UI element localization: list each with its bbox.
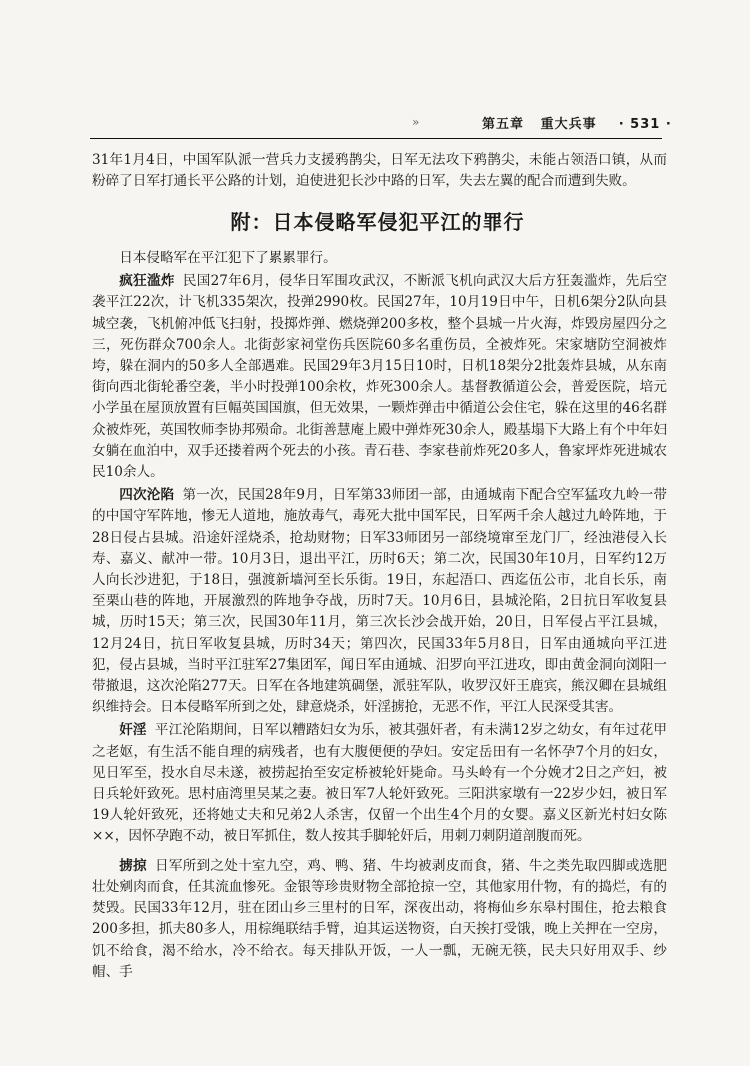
paragraph-occupation	[92, 485, 667, 718]
paragraph-keyword: 掳掠	[119, 857, 147, 874]
opening-paragraph: 日本侵略军在平江犯下了累累罪行。	[119, 250, 337, 266]
paragraph-keyword: 四次沦陷	[119, 487, 175, 504]
section-label: 重大兵事	[540, 117, 597, 132]
paragraph-text: 平江沦陷期间，日军以糟踏妇女为乐，被其强奸者，有未满12岁之幼女，有年过花甲之老妪，有生活不能自理的病残者，也有大腹便便的孕妇。安定岳田有一名怀孕7个月的妇女，见日军至，投水自尽未遂，被捞起抬至安定桥被轮奸毙命。马头岭有一个分娩才2日之产妇，被日兵轮奸致死。思村庙湾里吴某之妻。被日军7人轮奸致死。三阳洪家墩有一22岁少妇，被日军19人轮奸致死，还将她丈夫和兄弟2人杀害，仅留一个出生4个月的女婴。嘉义区新光村妇女陈××，因怀孕跑不动，被日军抓住，数人按其手脚轮奸后，用刺刀刺阴道剖腹而死。	[92, 722, 668, 845]
section-title: 附：日本侵略军侵犯平江的罪行	[230, 210, 525, 234]
header-rule	[90, 138, 662, 139]
header-mark: »	[412, 115, 420, 129]
paragraph-text: 民国27年6月，侵华日军围攻武汉，不断派飞机向武汉大后方狂轰滥炸，先后空袭平江22次，计飞机335架次，投弹2990枚。民国27年，10月19日中午，日机6架分2队向县城空袭，飞机俯冲低飞扫射，投掷炸弹、燃烧弹200多枚，整个县城一片火海，炸毁房屋四分之三，死伤群众700余人。北街彭家祠堂伤兵医院60多名重伤员，全被炸死。宋家塘防空洞被炸垮，躲在洞内的50多人全部遇难。民国29年3月15日10时，日机18架分2批轰炸县城，从东南街向西北街轮番空袭，半小时投弹100余枚，炸死300余人。基督教循道公会，普爱医院，培元小学虽在屋顶放置有巨幅英国国旗，但无效果，一颗炸弹击中循道公会住宅，躲在这里的46名群众被炸死，英国牧师李协邦殒命。北街善慧庵上殿中弹炸死30余人，殿基塌下大路上有个中年妇女躺在血泊中，双手还搂着两个死去的小孩。青石巷、李家巷前炸死20多人，鲁家坪炸死进城农民10余人。	[92, 273, 668, 481]
paragraph-plunder	[92, 856, 667, 983]
paragraph-atrocities	[92, 720, 667, 847]
body-text	[92, 248, 667, 985]
page-number: · 531 ·	[618, 117, 672, 132]
intro-paragraph: 31年1月4日，中国军队派一营兵力支援鸦鹊尖，日军无法攻下鸦鹊尖，未能占领浯口镇，从而粉碎了日军打通长平公路的计划，迫使进犯长沙中路的日军，失去左翼的配合而遭到失败。	[92, 152, 667, 189]
paragraph-bombing	[92, 271, 667, 483]
header-text	[482, 113, 672, 132]
chapter-label: 第五章	[482, 117, 525, 132]
running-header	[0, 113, 750, 135]
paragraph-text: 日军所到之处十室九空，鸡、鸭、猪、牛均被剥皮而食，猪、牛之类先取四脚或选肥壮处剜肉而食，任其流血惨死。金银等珍贵财物全部抢掠一空，其他家用什物，有的捣烂，有的焚毁。民国33年12月，驻在团山乡三里村的日军，深夜出动，将梅仙乡东皋村围住，抢去粮食200多担，抓夫80多人，用棕绳联结手臂，迫其运送物资，白天挨打受饿，晚上关押在一空房，饥不给食，渴不给水，冷不给衣。每天排队开饭，一人一瓢，无碗无筷，民夫只好用双手、纱帽、手	[92, 857, 667, 980]
paragraph-keyword: 疯狂滥炸	[119, 273, 175, 290]
paragraph-text: 第一次，民国28年9月，日军第33师团一部，由通城南下配合空军猛攻九岭一带的中国守军阵地，惨无人道地，施放毒气，毒死大批中国军民，日军两千余人越过九岭阵地，于28日侵占县城。沿途奸淫烧杀，抢劫财物；日军33师团另一部绕境窜至龙门厂，经浊港侵入长寿、嘉义、献冲一带。10月3日，退出平江，历时6天；第二次，民国30年10月，日军约12万人向长沙进犯，于18日，强渡新墙河至长乐街。19日，东起浯口、西迄伍公市，北自长乐，南至栗山巷的阵地，开展激烈的阵地争夺战，历时7天。10月6日，县城沦陷，2日抗日军收复县城，历时15天；第三次，民国30年11月，第三次长沙会战开始，20日，日军侵占平江县城，12月24日，抗日军收复县城，历时34天；第四次，民国33年5月8日，日军由通城向平江进犯，侵占县城，当时平江驻军27集团军，闻日军由通城、汨罗向平江进攻，即由黄金洞向浏阳一带撤退，这次沦陷277天。日军在各地建筑碉堡，派驻军队，收罗汉奸王鹿宾，熊汉卿在县城组织维持会。日本侵略军所到之处，肆意烧杀，奸淫掳抢，无恶不作，平江人民深受其害。	[92, 487, 668, 716]
paragraph-keyword: 奸淫	[119, 722, 147, 739]
